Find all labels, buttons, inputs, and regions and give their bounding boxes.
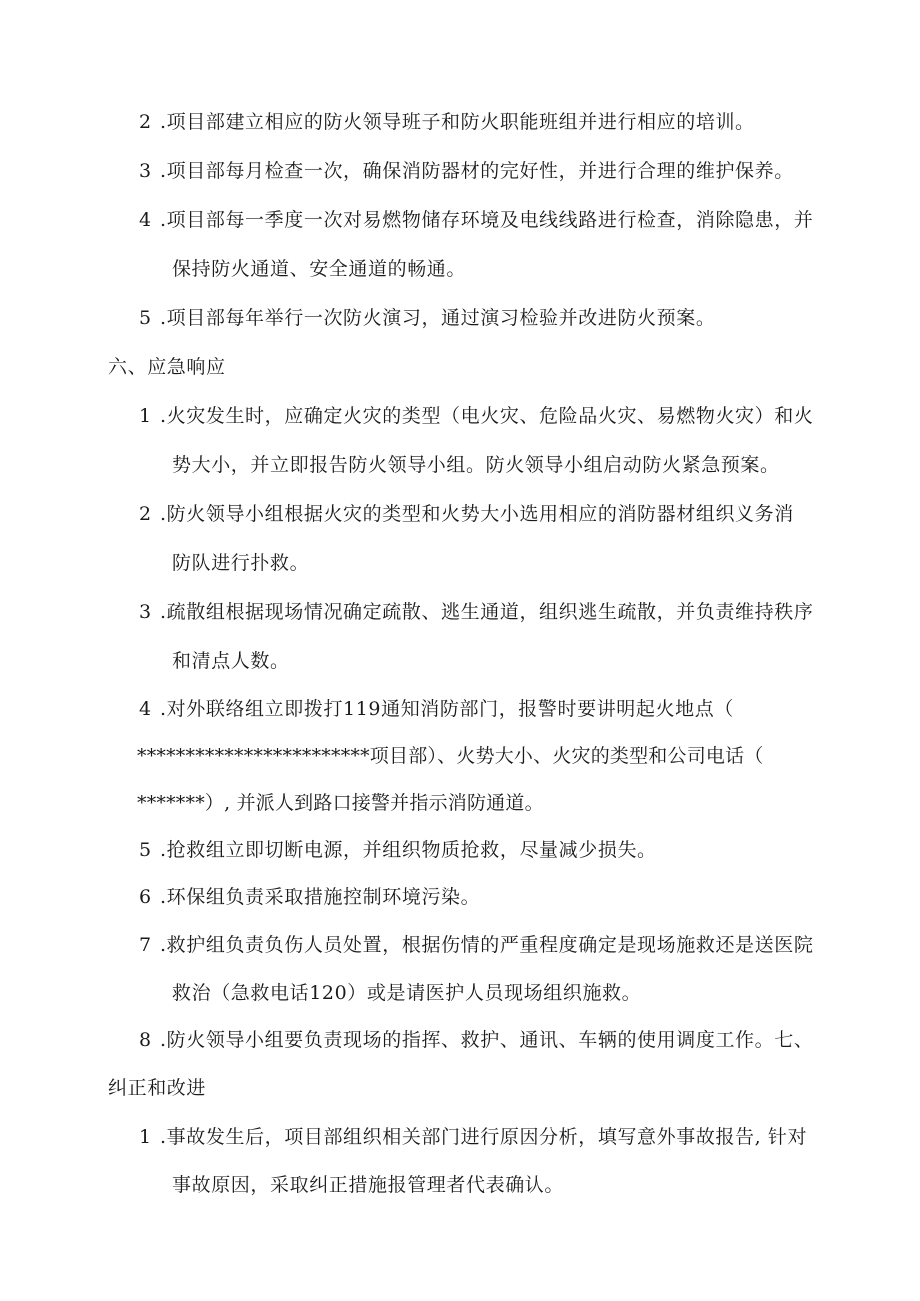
item-text: .项目部建立相应的防火领导班子和防火职能班组并进行相应的培训。 — [160, 111, 755, 133]
section-heading-text: 纠正和改进 — [108, 1077, 207, 1099]
item-text: .抢救组立即切断电源，并组织物质抢救，尽量减少损失。 — [160, 839, 657, 861]
item-text: .疏散组根据现场情况确定疏散、逃生通道，组织逃生疏散，并负责维持秩序 — [160, 601, 814, 623]
item-text: .救护组负责负伤人员处置，根据伤情的严重程度确定是现场施救还是送医院 — [160, 934, 814, 956]
item-text-continuation: 保持防火通道、安全通道的畅通。 — [172, 258, 467, 280]
item-number: 6 — [139, 886, 152, 908]
item-text-continuation: ************************项目部）、火势大小、火灾的类型和公司电话（ — [137, 745, 764, 767]
item-number: 3 — [139, 160, 152, 182]
item-text: .防火领导小组要负责现场的指挥、救护、通讯、车辆的使用调度工作。七、 — [160, 1029, 814, 1051]
item-text-continuation: 事故原因，采取纠正措施报管理者代表确认。 — [172, 1174, 565, 1196]
item-text-continuation: 和清点人数。 — [172, 650, 290, 672]
item-number: 7 — [139, 934, 152, 956]
item-text-continuation: 势大小，并立即报告防火领导小组。防火领导小组启动防火紧急预案。 — [172, 454, 780, 476]
item-number: 8 — [139, 1029, 152, 1051]
item-number: 3 — [139, 601, 152, 623]
item-text-continuation: *******）, 并派人到路口接警并指示消防通道。 — [137, 792, 544, 814]
item-number: 4 — [139, 209, 152, 231]
item-text: .对外联络组立即拨打119通知消防部门，报警时要讲明起火地点（ — [160, 698, 734, 720]
item-number: 2 — [139, 111, 152, 133]
item-text-continuation: 防队进行扑救。 — [172, 552, 310, 574]
item-number: 5 — [139, 839, 152, 861]
section-heading-text: 六、应急响应 — [108, 356, 226, 378]
item-text: .项目部每一季度一次对易燃物储存环境及电线线路进行检查，消除隐患，并 — [160, 209, 814, 231]
item-text: .项目部每月检查一次，确保消防器材的完好性，并进行合理的维护保养。 — [160, 160, 794, 182]
item-number: 1 — [139, 1126, 152, 1148]
item-text: .事故发生后，项目部组织相关部门进行原因分析，填写意外事故报告, 针对 — [160, 1126, 808, 1148]
item-text: .火灾发生时，应确定火灾的类型（电火灾、危险品火灾、易燃物火灾）和火 — [160, 405, 814, 427]
item-number: 2 — [139, 503, 152, 525]
item-number: 1 — [139, 405, 152, 427]
item-number: 5 — [139, 307, 152, 329]
item-text: .环保组负责采取措施控制环境污染。 — [160, 886, 481, 908]
item-text: .防火领导小组根据火灾的类型和火势大小选用相应的消防器材组织义务消 — [160, 503, 794, 525]
item-text: .项目部每年举行一次防火演习，通过演习检验并改进防火预案。 — [160, 307, 716, 329]
item-text-continuation: 救治（急救电话120）或是请医护人员现场组织施救。 — [172, 982, 642, 1004]
item-number: 4 — [139, 698, 152, 720]
